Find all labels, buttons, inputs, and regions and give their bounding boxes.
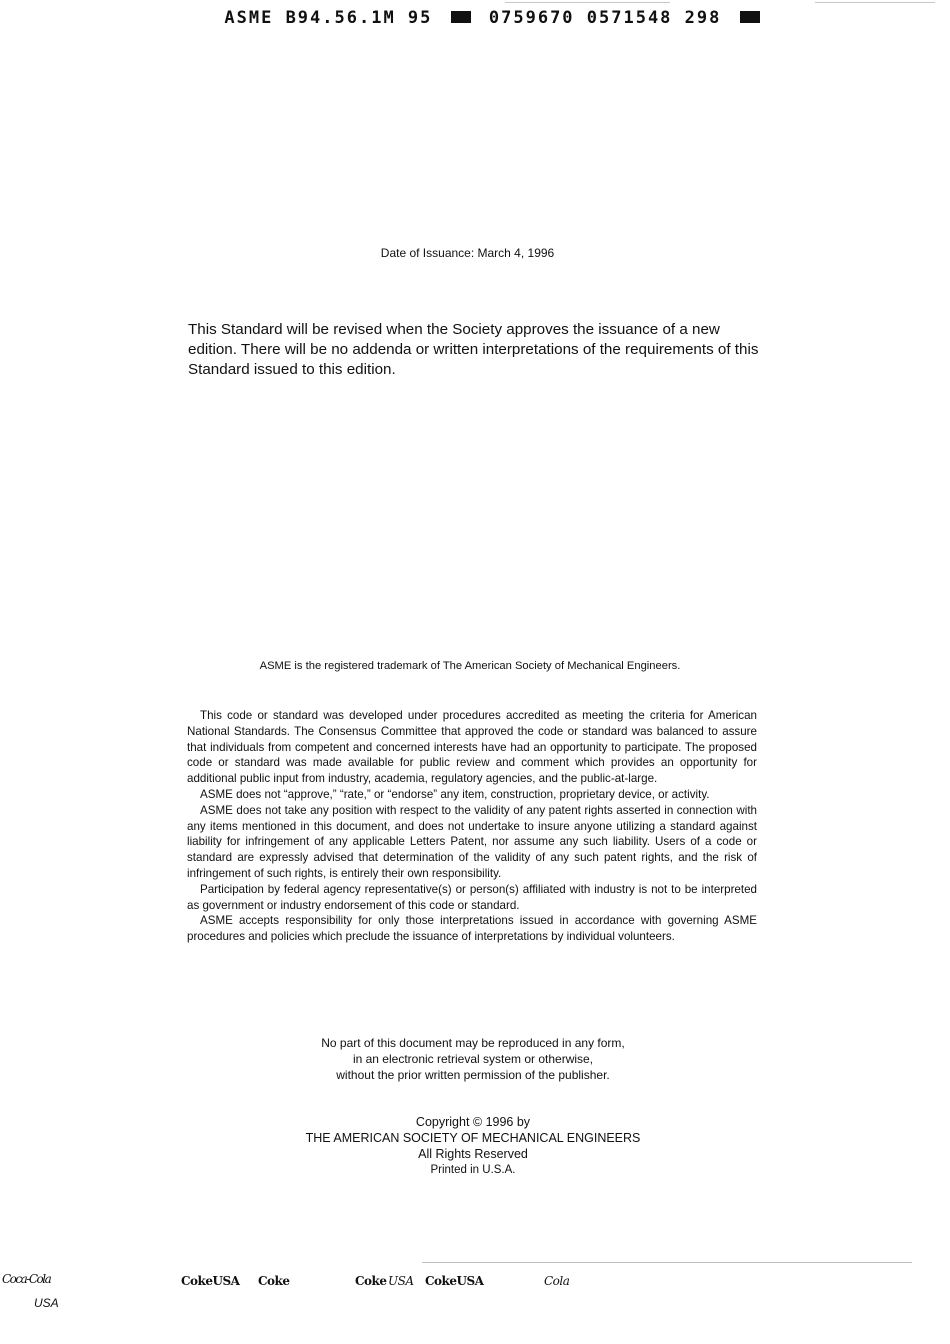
redaction-block <box>451 11 471 23</box>
footer-mark: CokeUSA <box>181 1274 240 1288</box>
notice-paragraph: ASME does not “approve,” “rate,” or “endorse” any item, construction, proprietary device, or activity. <box>200 787 710 801</box>
scan-artifact-line <box>505 2 670 3</box>
scan-artifact-line <box>815 2 935 3</box>
document-code-middle: 0759670 0571548 298 <box>488 8 722 28</box>
footer-mark: Coke <box>355 1274 387 1288</box>
reproduction-notice <box>0 1035 946 1083</box>
footer-mark: Coke <box>258 1274 290 1288</box>
printed-location: Printed in U.S.A. <box>430 1164 516 1176</box>
revision-notice: This Standard will be revised when the Society approves the issuance of a new edition. There will be no addenda or written interpretations of the requirements of this Standard issued to this edition. <box>188 321 759 378</box>
trademark-statement: ASME is the registered trademark of The American Society of Mechanical Engineers. <box>259 660 681 672</box>
redaction-block <box>740 11 760 23</box>
legal-notice <box>187 708 757 945</box>
footer-mark: CokeUSA <box>425 1274 484 1288</box>
notice-paragraph: ASME accepts responsibility for only those interpretations issued in accordance with governing ASME procedures and policies which preclude the issuance of interpretations by individual volunteers. <box>187 914 757 944</box>
reproduction-line: without the prior written permission of the publisher. <box>336 1068 610 1082</box>
reproduction-line: No part of this document may be reproduced in any form, <box>321 1036 625 1050</box>
notice-paragraph: Participation by federal agency representative(s) or person(s) affiliated with industry is not to be interpreted as government or industry endorsement of this code or standard. <box>187 882 757 912</box>
copyright-block <box>0 1114 946 1178</box>
issuance-date: Date of Issuance: March 4, 1996 <box>380 246 555 260</box>
copyright-line: Copyright © 1996 by <box>415 1115 531 1129</box>
footer-mark: Cola <box>544 1274 570 1288</box>
publisher-name: THE AMERICAN SOCIETY OF MECHANICAL ENGINEERS <box>305 1131 641 1145</box>
document-code-left: ASME B94.56.1M 95 <box>224 8 433 28</box>
notice-paragraph: ASME does not take any position with respect to the validity of any patent rights asserted in connection with any items mentioned in this document, and does not undertake to insure anyone utilizing a standard against liability for infringement of any applicable Letters Patent, nor assume any such liability. Users of a code or standard are expressly advised that determination of the validity of any such patent rights, and the risk of infringement of such rights, is entirely their own responsibility. <box>187 803 757 880</box>
footer-usa: USA <box>34 1296 59 1310</box>
notice-paragraph: This code or standard was developed under procedures accredited as meeting the criteria for American National Standards. The Consensus Committee that approved the code or standard was balanced to assure that individuals from competent and concerned interests have had an opportunity to participate. The proposed code or standard was made available for public review and comment which provides an opportunity for additional public input from industry, academia, regulatory agencies, and the public-at-large. <box>187 709 757 786</box>
rights-reserved: All Rights Reserved <box>418 1147 528 1161</box>
scan-artifact-line <box>422 1262 912 1263</box>
script-logo: Coca-Cola <box>2 1272 51 1286</box>
reproduction-line: in an electronic retrieval system or otherwise, <box>352 1052 594 1066</box>
document-code-header <box>0 8 950 28</box>
footer-mark: USA <box>388 1274 414 1288</box>
